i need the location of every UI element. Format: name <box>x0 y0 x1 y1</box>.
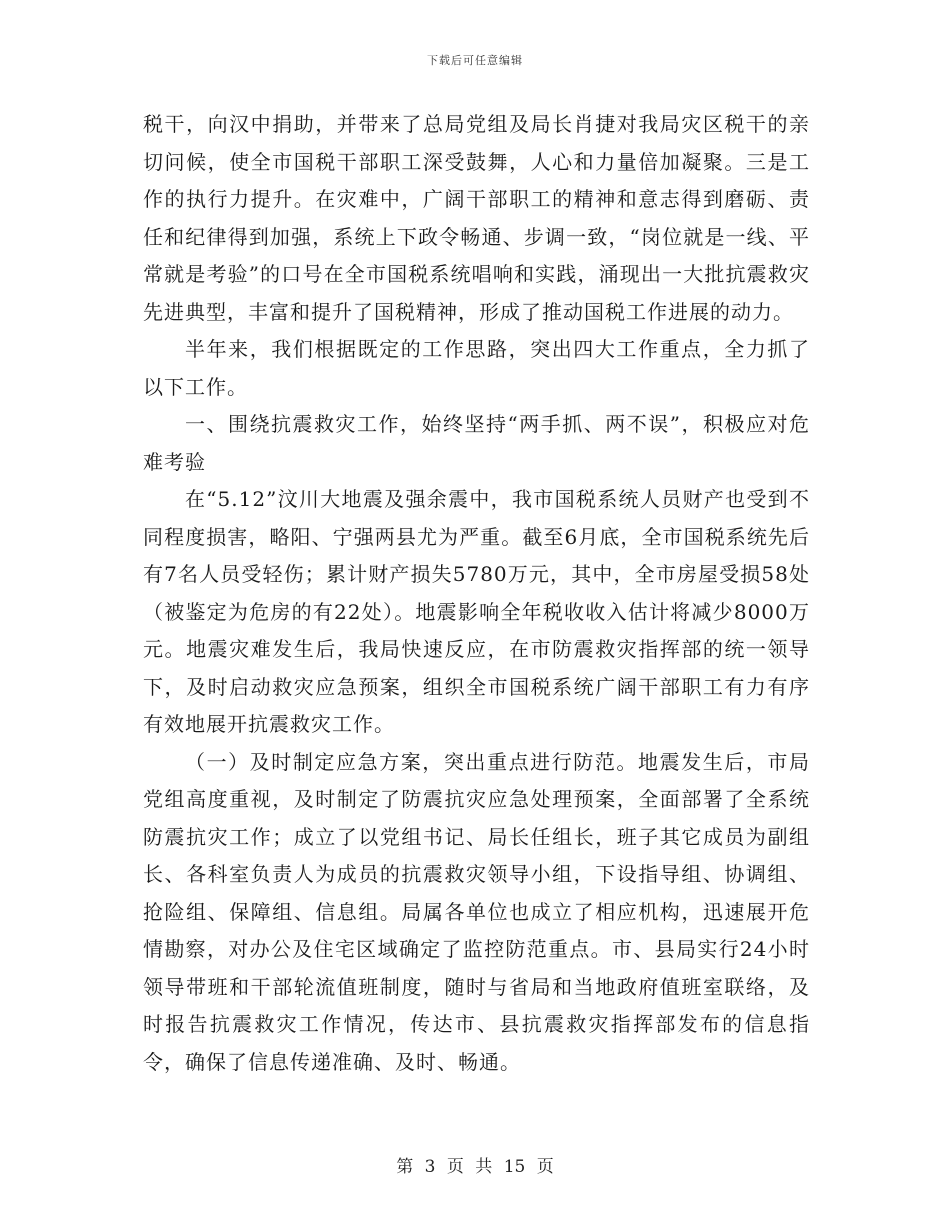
paragraph-continuation: 税干，向汉中捐助，并带来了总局党组及局长肖捷对我局灾区税干的亲切问候，使全市国税干部职工深受鼓舞，人心和力量倍加凝聚。三是工作的执行力提升。在灾难中，广阔干部职工的精神和意志得到磨砺、责任和纪律得到加强，系统上下政令畅通、步调一致，“岗位就是一线、平常就是考验”的口号在全市国税系统唱响和实践，涌现出一大批抗震救灾先进典型，丰富和提升了国税精神，形成了推动国税工作进展的动力。 <box>143 112 810 324</box>
page-number: 第 3 页 共 15 页 <box>396 1157 554 1177</box>
section-heading: 一、围绕抗震救灾工作，始终坚持“两手抓、两不误”，积极应对危难考验 <box>143 412 810 474</box>
paragraph-earthquake-impact: 在“5.12”汶川大地震及强余震中，我市国税系统人员财产也受到不同程度损害，略阳、宁强两县尤为严重。截至6月底，全市国税系统先后有7名人员受轻伤；累计财产损失5780万元，其中，全市房屋受损58处（被鉴定为危房的有22处）。地震影响全年税收收入估计将减少8000万元。地震灾难发生后，我局快速反应，在市防震救灾指挥部的统一领导下，及时启动救灾应急预案，组织全市国税系统广阔干部职工有力有序有效地展开抗震救灾工作。 <box>143 487 810 736</box>
paragraph-summary: 半年来，我们根据既定的工作思路，突出四大工作重点，全力抓了以下工作。 <box>143 337 810 399</box>
document-body <box>143 106 810 1081</box>
paragraph-emergency-plan: （一）及时制定应急方案，突出重点进行防范。地震发生后，市局党组高度重视，及时制定了防震抗灾应急处理预案，全面部署了全系统防震抗灾工作；成立了以党组书记、局长任组长，班子其它成员为副组长、各科室负责人为成员的抗震救灾领导小组，下设指导组、协调组、抢险组、保障组、信息组。局属各单位也成立了相应机构，迅速展开危情勘察，对办公及住宅区域确定了监控防范重点。市、县局实行24小时领导带班和干部轮流值班制度，随时与省局和当地政府值班室联络，及时报告抗震救灾工作情况，传达市、县抗震救灾指挥部发布的信息指令，确保了信息传递准确、及时、畅通。 <box>143 749 810 1074</box>
page-header-note: 下载后可任意编辑 <box>427 54 523 67</box>
